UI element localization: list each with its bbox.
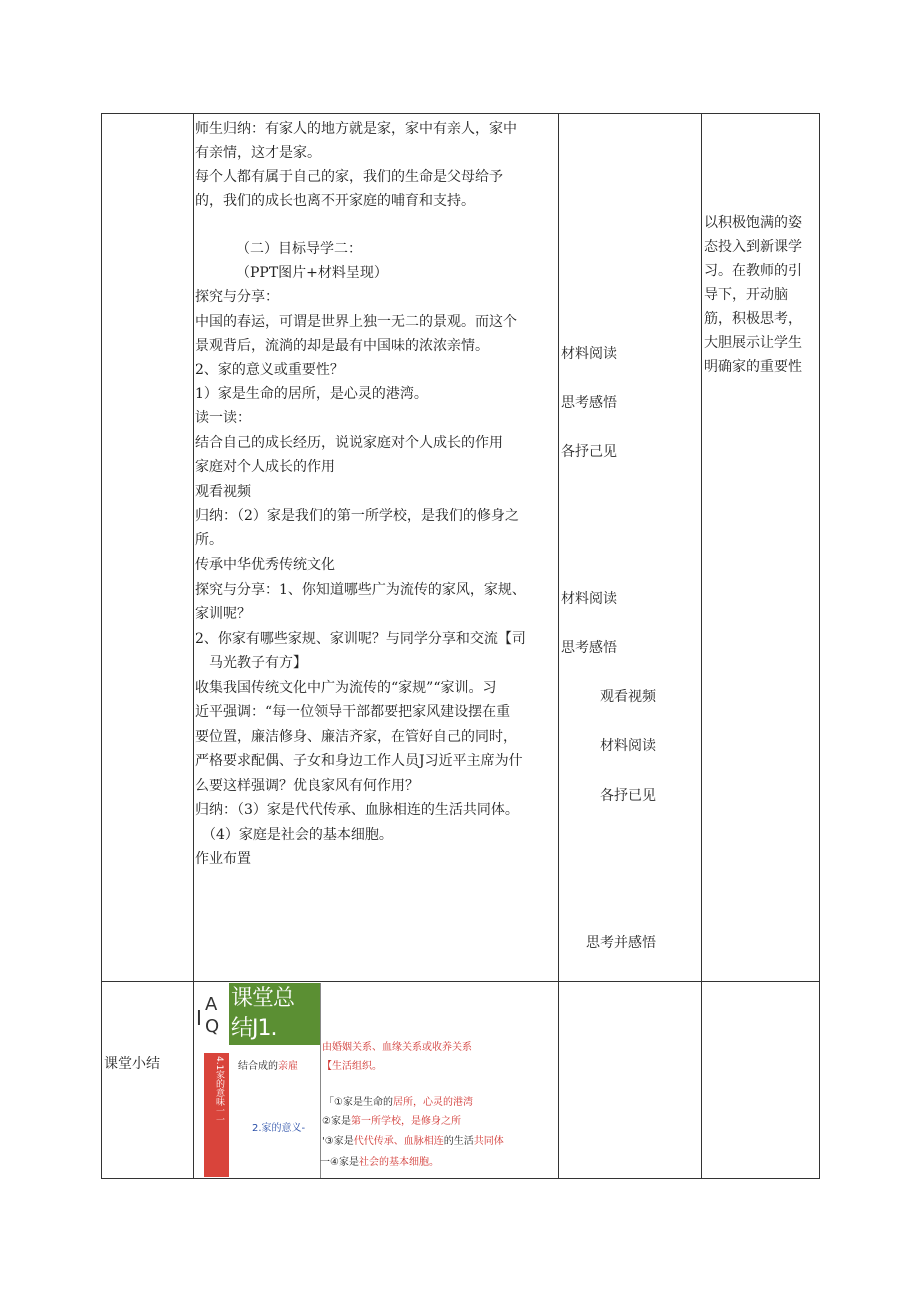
student-activity: 思考并感悟 xyxy=(586,935,656,951)
col-divider-2 xyxy=(558,113,559,1179)
teacher-line: 探究与分享：1、你知道哪些广为流传的家风，家规、 xyxy=(195,582,526,598)
meaning-4-highlight: 社会的基本细胞。 xyxy=(358,1157,439,1168)
meaning-2-text: ②家是 xyxy=(322,1116,351,1127)
teacher-line: 马光教子有方】 xyxy=(209,655,307,671)
table-left-border xyxy=(101,113,102,1179)
student-activity: 材料阅读 xyxy=(561,346,617,362)
intent-line: 以积极饱满的姿 xyxy=(704,215,802,231)
student-activity: 材料阅读 xyxy=(600,738,656,754)
teacher-line: 收集我国传统文化中广为流传的“家规”“家训。习 xyxy=(195,680,497,696)
teacher-line: 所。 xyxy=(195,532,223,548)
teacher-line: 严格要求配偶、子女和身边工作人员J习近平主席为什 xyxy=(195,753,523,769)
aq-letter-a: A xyxy=(205,994,218,1015)
teacher-line: 作业布置 xyxy=(195,851,251,867)
intent-line: 导下，开动脑 xyxy=(704,287,788,303)
summary-title-line-1: 课堂总 xyxy=(231,986,295,1011)
meaning-3-highlight: 代代传承、血脉相连 xyxy=(353,1136,444,1147)
definition-line-1: 由婚姻关系、血缘关系或收养关系 xyxy=(322,1042,472,1053)
teacher-line: 中国的春运，可谓是世界上独一无二的景观。而这个 xyxy=(195,314,517,330)
teacher-line: 归纳：（3）家是代代传承、血脉相连的生活共同体。 xyxy=(195,802,519,818)
meaning-1 xyxy=(324,1096,473,1110)
teacher-line: （PPT图片+材料呈现） xyxy=(236,265,388,281)
item-1-prefix: 结合成的 xyxy=(238,1061,278,1072)
item-2-label: 2.家的意义- xyxy=(252,1123,306,1134)
row-divider xyxy=(101,981,820,982)
diagram-divider xyxy=(320,983,321,1178)
student-activity: 观看视频 xyxy=(600,689,656,705)
summary-title-line-2: 结J1. xyxy=(231,1016,277,1041)
teacher-line: 2、家的意义或重要性？ xyxy=(195,362,344,378)
meaning-1-highlight: 居所，心灵的港湾 xyxy=(392,1097,473,1108)
intent-line: 大胆展示让学生 xyxy=(704,335,802,351)
teacher-line: 归纳：（2）家是我们的第一所学校，是我们的修身之 xyxy=(195,508,519,524)
teacher-line: 每个人都有属于自己的家，我们的生命是父母给予 xyxy=(195,169,503,185)
meaning-4-text: 一④家是 xyxy=(320,1157,359,1168)
meaning-4 xyxy=(320,1156,439,1170)
teacher-line: 观看视频 xyxy=(195,484,251,500)
teacher-line: 有亲情，这才是家。 xyxy=(195,145,321,161)
teacher-line: 近平强调：“每一位领导干部都要把家风建设摆在重 xyxy=(195,704,511,720)
teacher-line: 家庭对个人成长的作用 xyxy=(195,459,335,475)
teacher-line: 读一读： xyxy=(195,410,251,426)
teacher-line: 师生归纳：有家人的地方就是家，家中有亲人，家中 xyxy=(195,121,517,137)
meaning-2-highlight: 第一所学校，是修身之所 xyxy=(350,1116,461,1127)
intent-line: 筋，积极思考， xyxy=(704,311,802,327)
meaning-3-highlight-2: 共同体 xyxy=(473,1136,504,1147)
intent-line: 态投入到新课学 xyxy=(704,239,802,255)
teacher-line: 1）家是生命的居所，是心灵的港湾。 xyxy=(195,386,428,402)
item-1-highlight: 亲雇 xyxy=(278,1061,298,1072)
teacher-line: 么要这样强调？优良家风有何作用？ xyxy=(195,778,419,794)
meaning-1-text: 「①家是生命的 xyxy=(324,1097,393,1108)
teacher-line: 景观背后，流淌的却是最有中国味的浓浓亲情。 xyxy=(195,338,489,354)
item-1-label xyxy=(238,1060,298,1074)
meaning-3 xyxy=(322,1135,504,1149)
table-bottom-border xyxy=(101,1178,820,1179)
student-activity: 思考感悟 xyxy=(561,395,617,411)
aq-letter-i: I xyxy=(196,1006,202,1030)
col-divider-3 xyxy=(701,113,702,1179)
teacher-line: （二）目标导学二： xyxy=(236,241,362,257)
table-top-border xyxy=(101,113,820,114)
meaning-3-text: '③家是 xyxy=(322,1136,354,1147)
definition-line-2: 【生活组织。 xyxy=(322,1061,382,1072)
aq-letter-q: Q xyxy=(205,1016,220,1037)
teacher-line: （4）家庭是社会的基本细胞。 xyxy=(202,827,393,843)
table-right-border xyxy=(819,113,820,1179)
intent-line: 明确家的重要性 xyxy=(704,359,802,375)
teacher-line: 家训呢？ xyxy=(195,606,251,622)
teacher-line: 的，我们的成长也离不开家庭的哺育和支持。 xyxy=(195,193,475,209)
col-divider-1 xyxy=(193,113,194,1179)
student-activity: 思考感悟 xyxy=(561,640,617,656)
teacher-line: 传承中华优秀传统文化 xyxy=(195,557,335,573)
teacher-line: 探究与分享： xyxy=(195,289,279,305)
teacher-line: 2、你家有哪些家规、家训呢？与同学分享和交流【司 xyxy=(195,631,526,647)
student-activity: 各抒己见 xyxy=(561,444,617,460)
topic-tag-text: 4.1家的意味一一 xyxy=(214,1056,224,1125)
student-activity: 材料阅读 xyxy=(561,591,617,607)
intent-line: 习。在教师的引 xyxy=(704,263,802,279)
teacher-line: 要位置，廉洁修身、廉洁齐家，在管好自己的同时， xyxy=(195,729,517,745)
meaning-3-text-2: 的生活 xyxy=(443,1136,474,1147)
summary-row-label: 课堂小结 xyxy=(104,1056,160,1072)
student-activity: 各抒已见 xyxy=(600,788,656,804)
teacher-line: 结合自己的成长经历，说说家庭对个人成长的作用 xyxy=(195,435,503,451)
meaning-2 xyxy=(322,1115,461,1129)
